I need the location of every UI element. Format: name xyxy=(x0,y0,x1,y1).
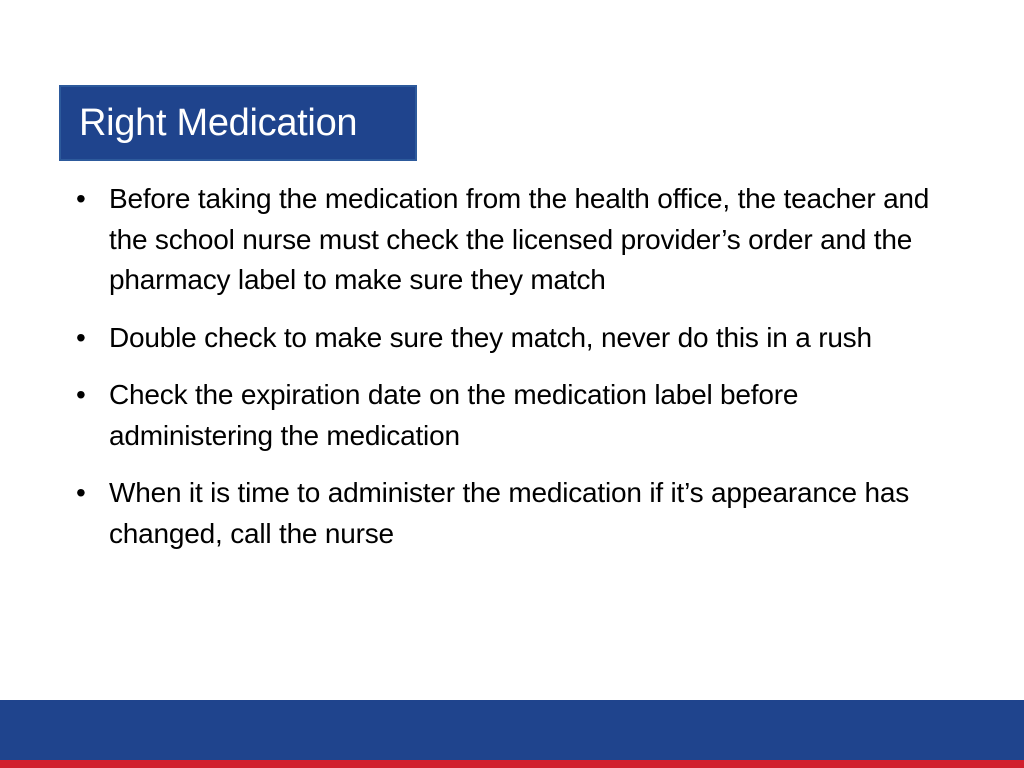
bullet-text: Double check to make sure they match, never do this in a rush xyxy=(109,321,872,353)
bullet-text: Check the expiration date on the medication label before administering the medication xyxy=(109,379,799,451)
bullet-dot-icon: • xyxy=(76,379,86,410)
bullet-item xyxy=(76,473,946,554)
footer-band xyxy=(0,700,1024,768)
bullet-text: Before taking the medication from the health office, the teacher and the school nurse must check the licensed provider’s order and the pharmacy label to make sure they match xyxy=(109,183,930,295)
bullet-dot-icon: • xyxy=(76,477,86,508)
footer-stripe xyxy=(0,760,1024,768)
bullet-item xyxy=(76,318,946,359)
bullet-item xyxy=(76,375,946,456)
bullet-dot-icon: • xyxy=(76,321,86,353)
slide-title: Right Medication xyxy=(79,102,358,144)
bullet-list xyxy=(76,179,946,571)
title-box xyxy=(59,85,417,161)
bullet-dot-icon: • xyxy=(76,183,86,214)
bullet-text: When it is time to administer the medication if it’s appearance has changed, call the nurse xyxy=(109,477,910,549)
bullet-item xyxy=(76,179,946,301)
